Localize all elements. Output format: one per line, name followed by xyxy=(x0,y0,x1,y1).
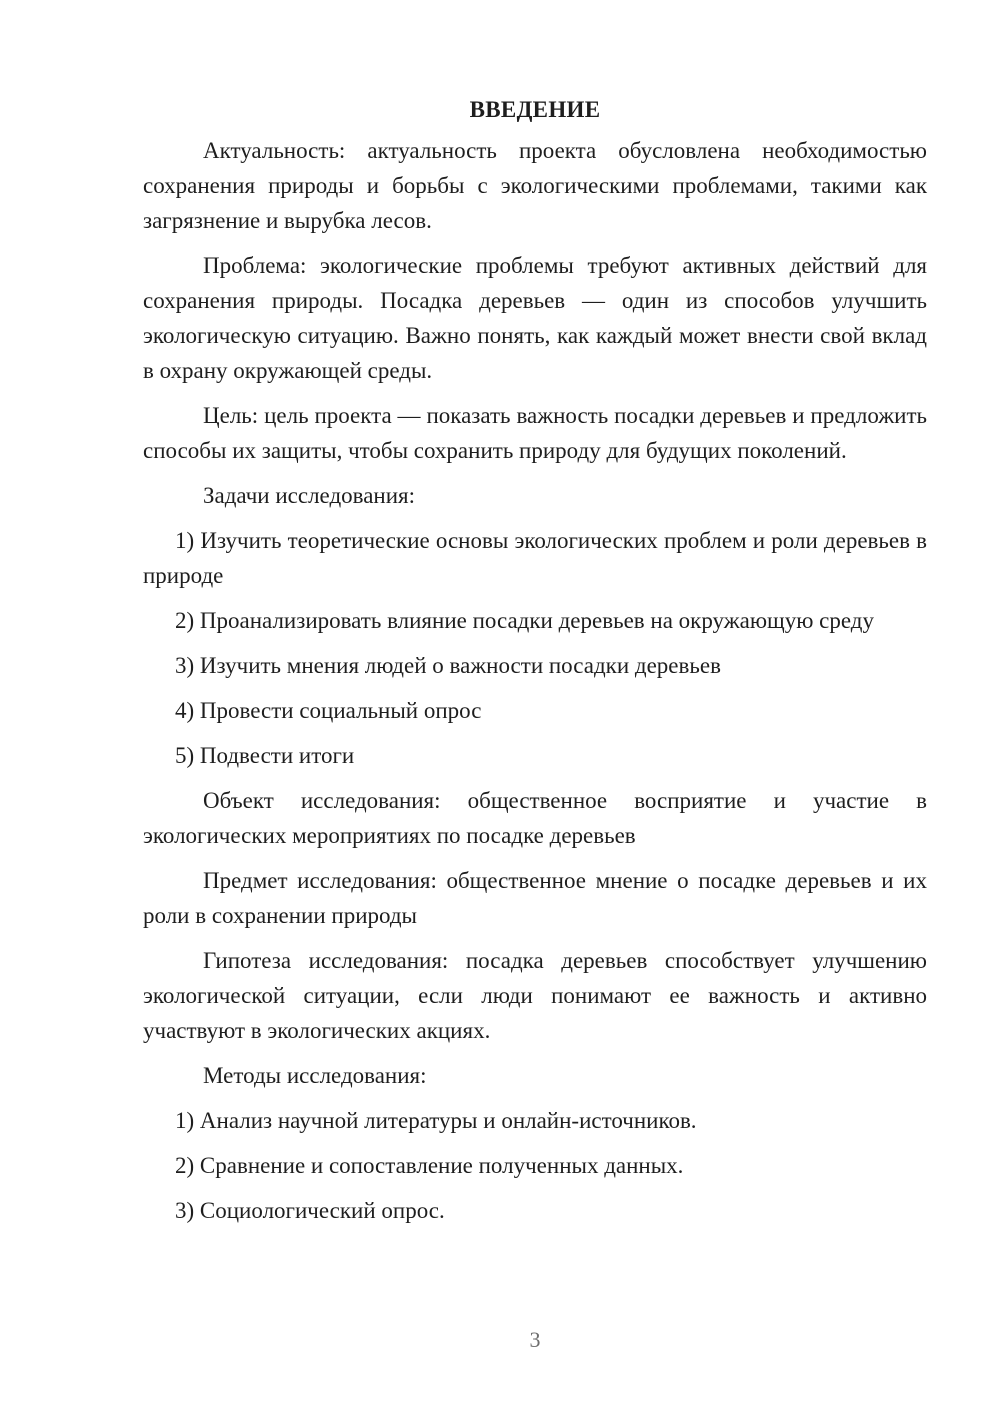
task-item-3: 3) Изучить мнения людей о важности посадки деревьев xyxy=(175,653,721,678)
problem-paragraph: Проблема: экологические проблемы требуют активных действий для сохранения природы. Посадка деревьев — один из способов улучшить экологическую ситуацию. Важно понять, как каждый может внести свой вклад в охрану окружающей среды. xyxy=(143,253,927,383)
method-item-1: 1) Анализ научной литературы и онлайн-источников. xyxy=(175,1108,697,1133)
methods-heading: Методы исследования: xyxy=(203,1063,427,1088)
relevance-paragraph: Актуальность: актуальность проекта обусловлена необходимостью сохранения природы и борьбы с экологическими проблемами, такими как загрязнение и вырубка лесов. xyxy=(143,138,927,233)
task-item-4: 4) Провести социальный опрос xyxy=(175,698,482,723)
page-number: 3 xyxy=(529,1327,541,1352)
task-item-5: 5) Подвести итоги xyxy=(175,743,355,768)
document-page xyxy=(143,92,927,1238)
method-item-2: 2) Сравнение и сопоставление полученных данных. xyxy=(175,1153,684,1178)
method-item-3: 3) Социологический опрос. xyxy=(175,1198,445,1223)
object-paragraph: Объект исследования: общественное восприятие и участие в экологических мероприятиях по посадке деревьев xyxy=(143,788,927,848)
tasks-heading: Задачи исследования: xyxy=(203,483,416,508)
goal-paragraph: Цель: цель проекта — показать важность посадки деревьев и предложить способы их защиты, чтобы сохранить природу для будущих поколений. xyxy=(143,403,927,463)
task-item-1: 1) Изучить теоретические основы экологических проблем и роли деревьев в природе xyxy=(143,528,927,588)
task-item-2: 2) Проанализировать влияние посадки деревьев на окружающую среду xyxy=(175,608,874,633)
hypothesis-paragraph: Гипотеза исследования: посадка деревьев способствует улучшению экологической ситуации, если люди понимают ее важность и активно участвуют в экологических акциях. xyxy=(143,948,927,1043)
section-title: ВВЕДЕНИЕ xyxy=(469,97,601,122)
subject-paragraph: Предмет исследования: общественное мнение о посадке деревьев и их роли в сохранении природы xyxy=(143,868,927,928)
